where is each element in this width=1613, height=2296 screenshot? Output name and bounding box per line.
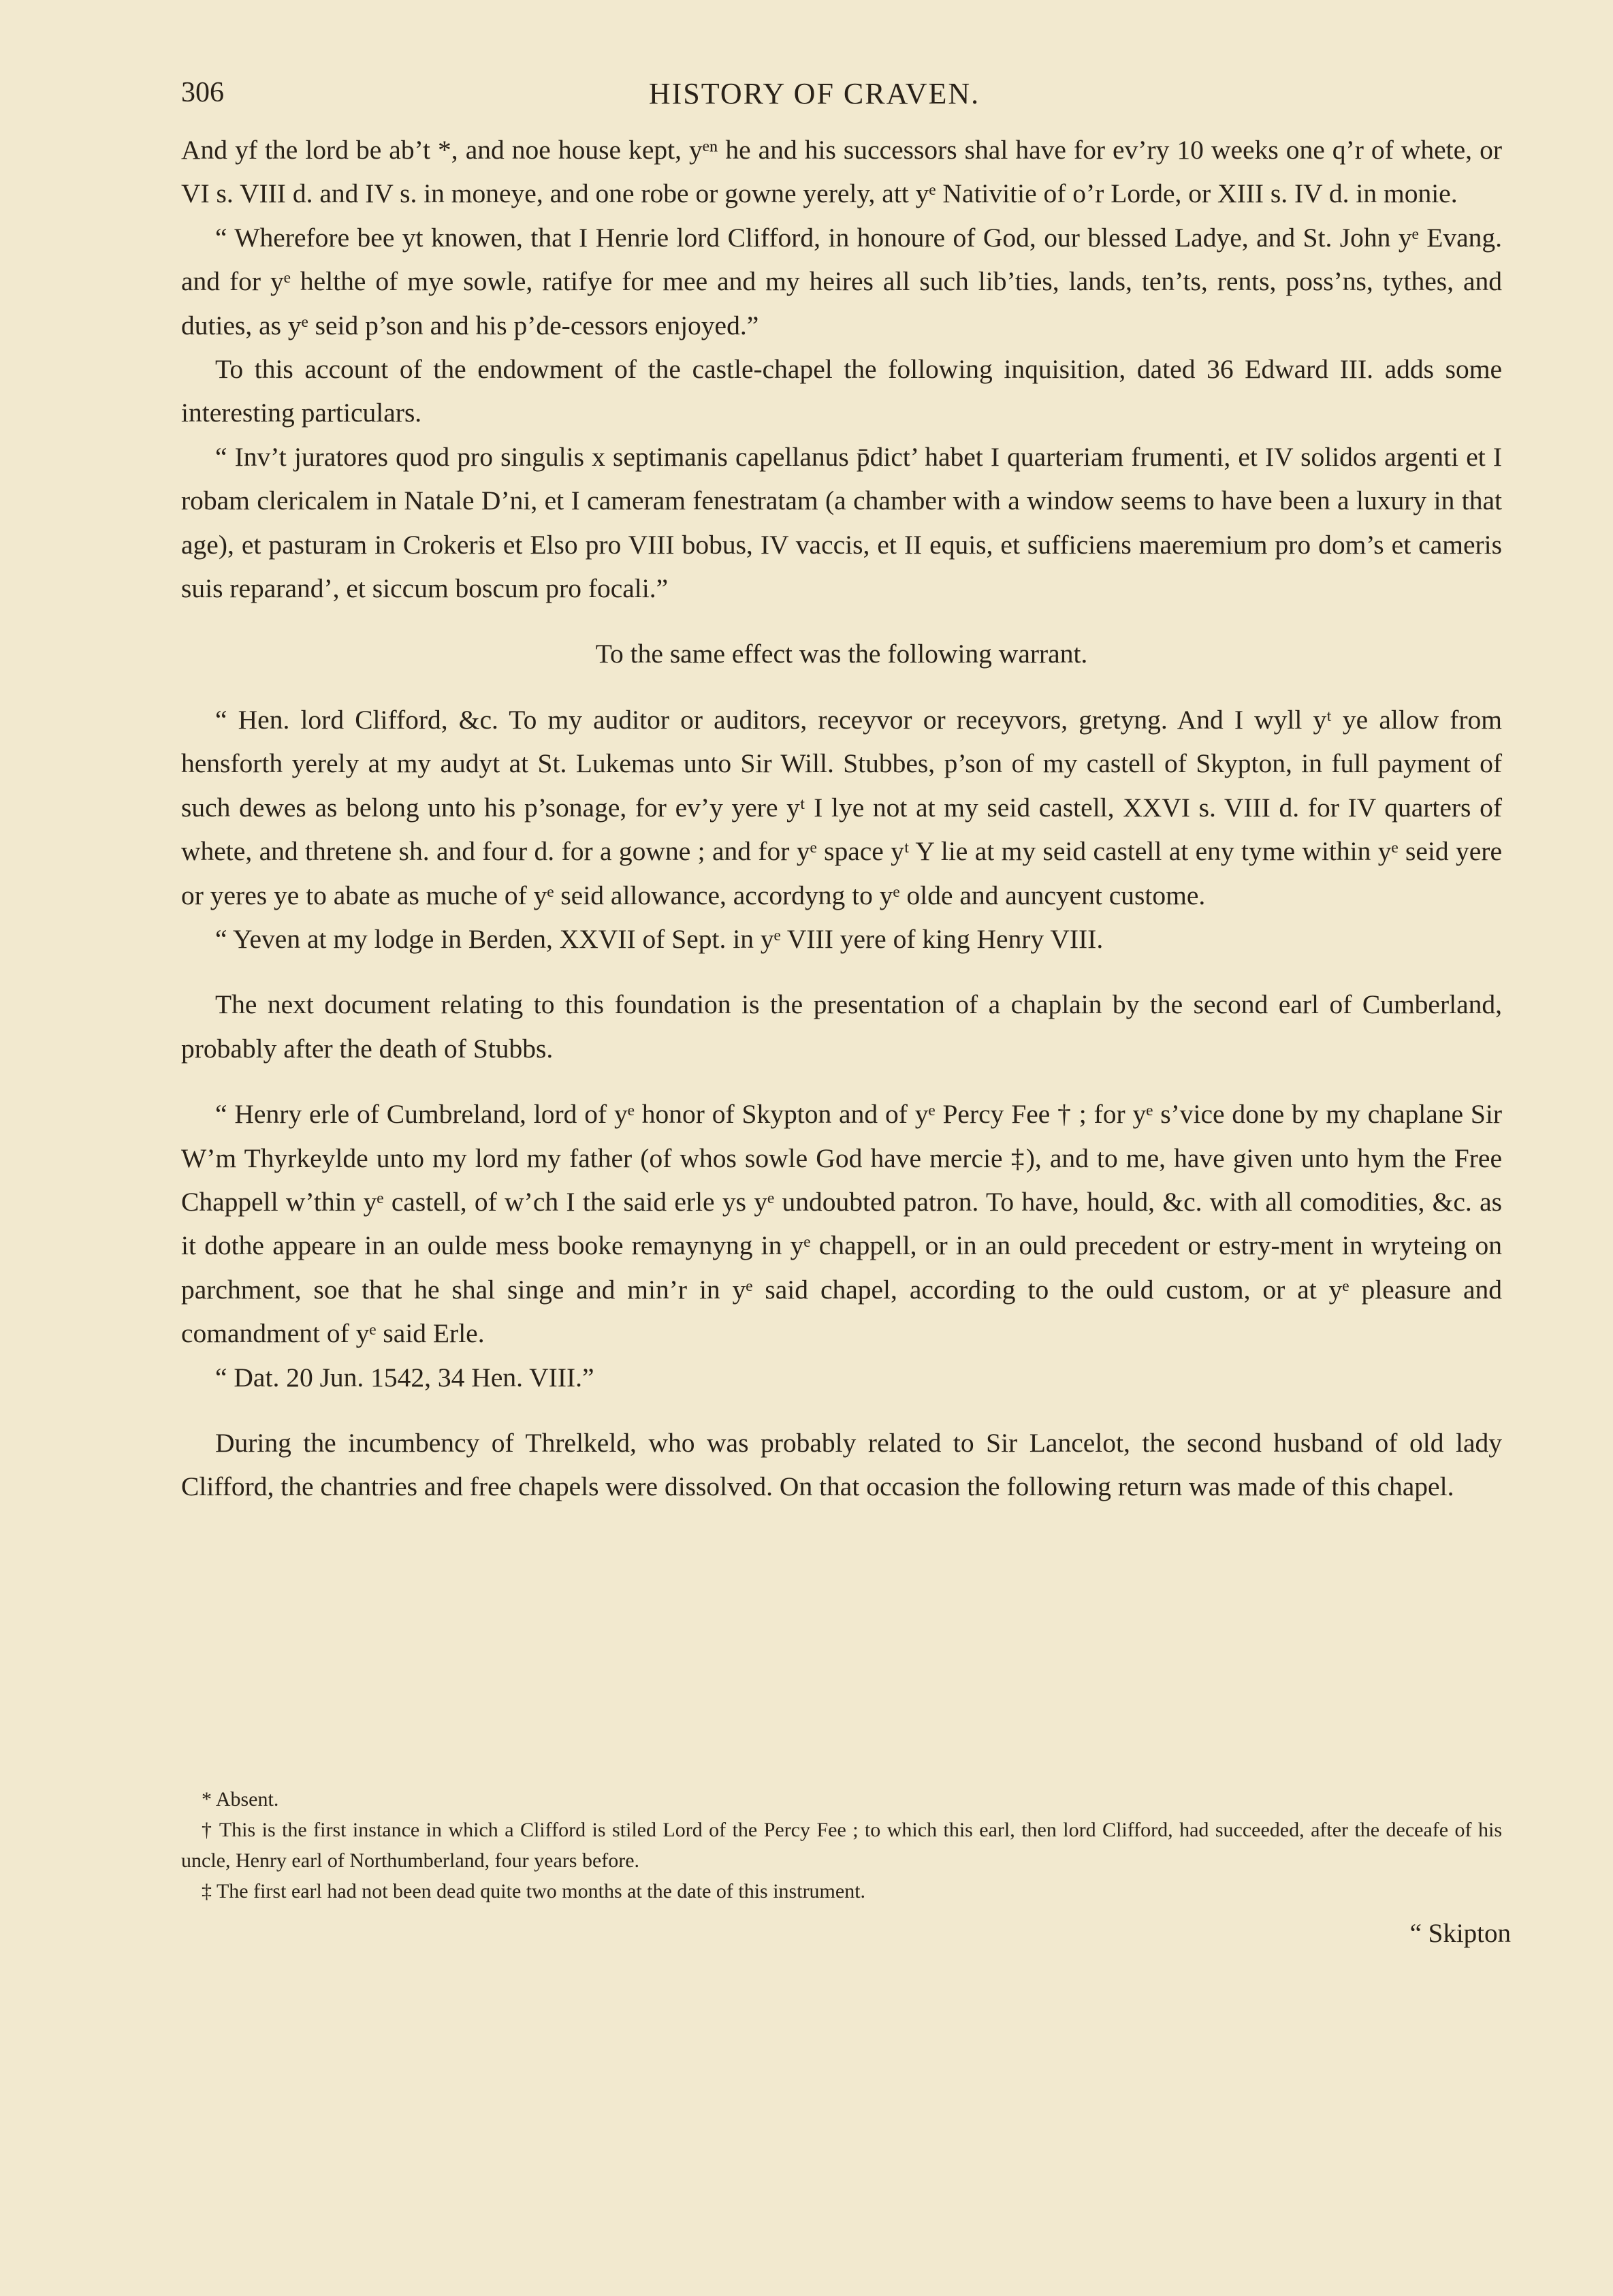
paragraph-warrant-intro: To the same effect was the following warrant. bbox=[595, 639, 1088, 669]
paragraph-presentation-intro: The next document relating to this foundation is the presentation of a chaplain by the second earl of Cumberland, probably after the death of Stubbs. bbox=[181, 989, 1502, 1064]
paragraph-ratification: “ Wherefore bee yt knowen, that I Henrie lord Clifford, in honoure of God, our blessed Ladye, and St. John yᵉ Evang. and for yᵉ helthe of mye sowle, ratifye for mee and my heires all such lib’ties, lands, ten’ts, rents, poss’ns, tythes, and duties, as yᵉ seid p’son and his p’de-cessors enjoyed.” bbox=[181, 222, 1502, 340]
footnote-percy-fee: † This is the first instance in which a Clifford is stiled Lord of the Percy Fee ; to which this earl, then lord Clifford, had succeeded, after the deceafe of his uncle, Henry earl of Northumberland, four years before. bbox=[181, 1819, 1502, 1872]
paragraph-presentation-date: “ Dat. 20 Jun. 1542, 34 Hen. VIII.” bbox=[215, 1362, 594, 1392]
running-title: HISTORY OF CRAVEN. bbox=[648, 77, 980, 110]
page-header bbox=[181, 76, 1448, 117]
paragraph-warrant-date: “ Yeven at my lodge in Berden, XXVII of Sept. in yᵉ VIII yere of king Henry VIII. bbox=[215, 923, 1104, 954]
footnote-absent: * Absent. bbox=[202, 1788, 279, 1811]
footnote-first-earl: ‡ The first earl had not been dead quite two months at the date of this instrument. bbox=[202, 1880, 866, 1902]
paragraph-presentation: “ Henry erle of Cumbreland, lord of yᵉ honor of Skypton and of yᵉ Percy Fee † ; for yᵉ s’vice done by my chaplane Sir W’m Thyrkeylde unto my lord my father (of whos sowle God have mercie ‡), and to me, have given unto hym the Free Chappell w’thin yᵉ castell, of w’ch I the said erle ys yᵉ undoubted patron. To have, hould, &c. with all comodities, &c. as it dothe appeare in an oulde mess booke remaynyng in yᵉ chappell, or in an ould precedent or estry-ment in wryteing on parchment, soe that he shal singe and min’r in yᵉ said chapel, according to the ould custom, or at yᵉ pleasure and comandment of yᵉ said Erle. bbox=[181, 1099, 1502, 1349]
paragraph-warrant: “ Hen. lord Clifford, &c. To my auditor or auditors, receyvor or receyvors, gretyng. And I wyll yᵗ ye allow from hensforth yerely at my audyt at St. Lukemas unto Sir Will. Stubbes, p’son of my castell of Skypton, in full payment of such dewes as belong unto his p’sonage, for ev’y yere yᵗ I lye not at my seid castell, XXVI s. VIII d. for IV quarters of whete, and thretene sh. and four d. for a gowne ; and for yᵉ space yᵗ Y lie at my seid castell at eny tyme within yᵉ seid yere or yeres ye to abate as muche of yᵉ seid allowance, accordyng to yᵉ olde and auncyent custome. bbox=[181, 704, 1502, 910]
paragraph-threlkeld: During the incumbency of Threlkeld, who was probably related to Sir Lancelot, the second husband of old lady Clifford, the chantries and free chapels were dissolved. On that occasion the following return was made of this chapel. bbox=[181, 1427, 1502, 1502]
paragraph-inquisition-latin: “ Inv’t juratores quod pro singulis x septimanis capellanus p̄dict’ habet I quarteriam frumenti, et IV solidos argenti et I robam clericalem in Natale D’ni, et I cameram fenestratam (a chamber with a window seems to have been a luxury in that age), et pasturam in Crokeris et Elso pro VIII bobus, IV vaccis, et II equis, et sufficiens maeremium pro dom’s et cameris suis reparand’, et siccum boscum pro focali.” bbox=[181, 441, 1502, 604]
paragraph-lord-absent: And yf the lord be ab’t *, and noe house kept, yᵉⁿ he and his successors shal have for ev’ry 10 weeks one q’r of whete, or VI s. VIII d. and IV s. in moneye, and one robe or gowne yerely, att yᵉ Nativitie of o’r Lorde, or XIII s. IV d. in monie. bbox=[181, 135, 1502, 209]
footnotes bbox=[181, 1784, 1502, 1907]
body-text bbox=[181, 128, 1502, 1509]
page-number: 306 bbox=[181, 77, 224, 108]
paragraph-inquisition-intro: To this account of the endowment of the castle-chapel the following inquisition, dated 36 Edward III. adds some interesting particulars. bbox=[181, 354, 1502, 428]
catchword: “ Skipton bbox=[1409, 1919, 1511, 1948]
